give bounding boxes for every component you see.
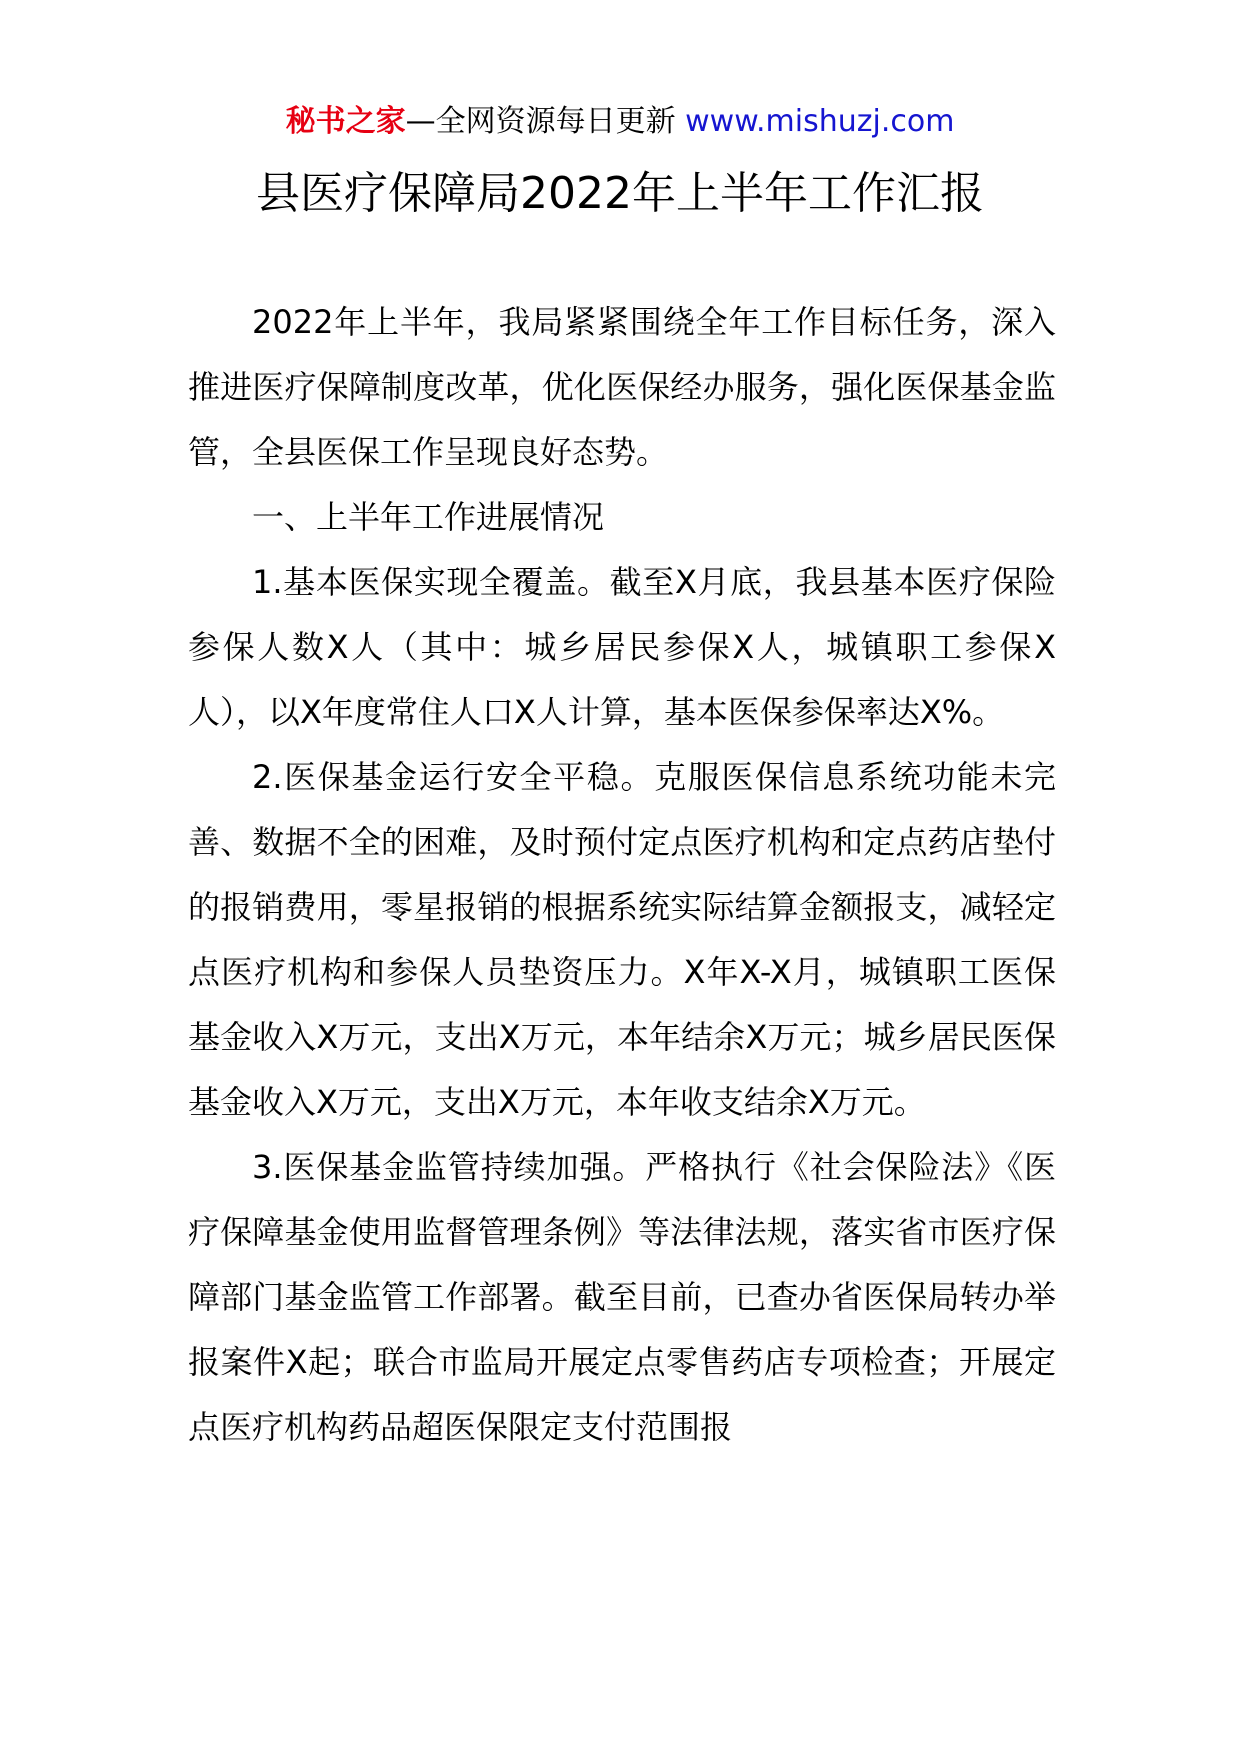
item-paragraph-1: 1.基本医保实现全覆盖。截至X月底，我县基本医疗保险参保人数X人（其中：城乡居民参保X人，城镇职工参保X人），以X年度常住人口X人计算，基本医保参保率达X%。: [188, 563, 1056, 731]
header-brand: 秘书之家: [285, 104, 406, 139]
item-paragraph-2: 2.医保基金运行安全平稳。克服医保信息系统功能未完善、数据不全的困难，及时预付定点医疗机构和定点药店垫付的报销费用，零星报销的根据系统实际结算金额报支，减轻定点医疗机构和参保人员垫资压力。X年X-X月，城镇职工医保基金收入X万元，支出X万元，本年结余X万元；城乡居民医保基金收入X万元，支出X万元，本年收支结余X万元。: [188, 758, 1056, 1121]
header-url-link[interactable]: www.mishuzj.com: [685, 104, 955, 139]
header-slogan: —全网资源每日更新: [405, 104, 676, 139]
document-body: [188, 290, 1056, 1460]
site-header: [0, 100, 1240, 144]
intro-paragraph: 2022年上半年，我局紧紧围绕全年工作目标任务，深入推进医疗保障制度改革，优化医保经办服务，强化医保基金监管，全县医保工作呈现良好态势。: [188, 303, 1056, 471]
section-heading-1: 一、上半年工作进展情况: [252, 498, 605, 536]
item-paragraph-3: 3.医保基金监管持续加强。严格执行《社会保险法》《医疗保障基金使用监督管理条例》等法律法规，落实省市医疗保障部门基金监管工作部署。截至目前，已查办省医保局转办举报案件X起；联合市监局开展定点零售药店专项检查；开展定点医疗机构药品超医保限定支付范围报: [188, 1148, 1056, 1446]
document-title: 县医疗保障局2022年上半年工作汇报: [256, 168, 984, 219]
